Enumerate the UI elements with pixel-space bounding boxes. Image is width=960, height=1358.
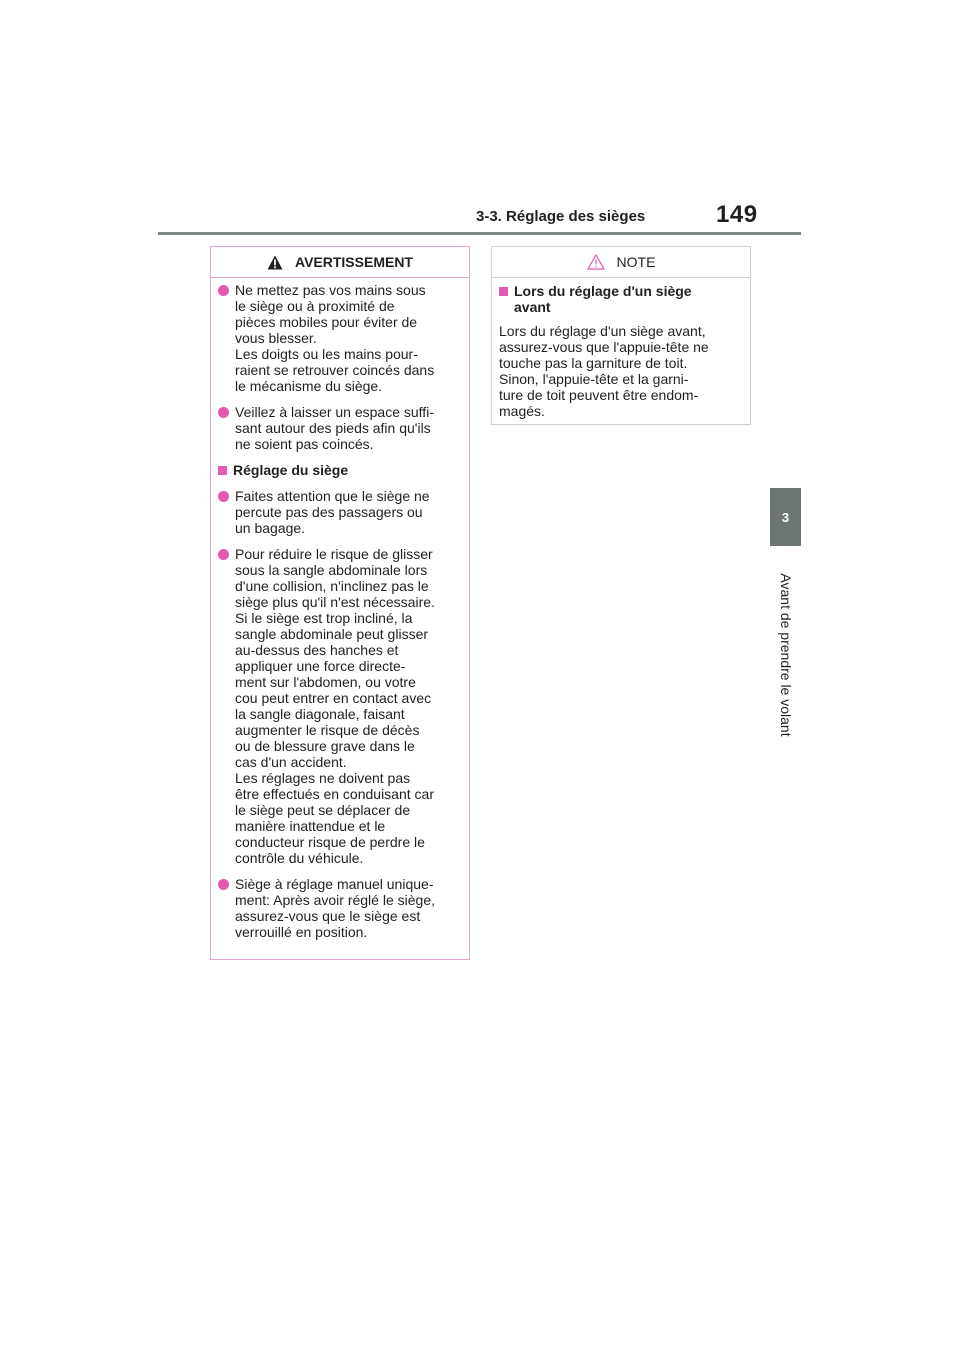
- chapter-tab: [770, 488, 801, 546]
- warning-subheading-text: Réglage du siège: [233, 462, 349, 478]
- warning-item-text: Ne mettez pas vos mains sous le siège ou à proximité de pièces mobiles pour éviter de vous blesser. Les doigts ou les mains pour- raient se retrouver coincés dans le mécanisme du siège.: [235, 282, 435, 394]
- bullet-dot-icon: [218, 549, 229, 560]
- note-title: NOTE: [616, 254, 656, 270]
- warning-triangle-icon: [267, 255, 283, 270]
- bullet-dot-icon: [218, 407, 229, 418]
- note-header: [492, 247, 750, 278]
- warning-item: [218, 404, 463, 452]
- bullet-dot-icon: [218, 879, 229, 890]
- bullet-dot-icon: [218, 491, 229, 502]
- square-bullet-icon: [499, 287, 508, 296]
- warning-box: [210, 246, 470, 960]
- note-subheading-text: Lors du réglage d'un siège avant: [514, 283, 692, 315]
- note-box: [491, 246, 751, 425]
- warning-item: [218, 546, 463, 866]
- warning-item-text: Faites attention que le siège ne percute pas des passagers ou un bagage.: [235, 488, 430, 536]
- warning-item: [218, 876, 463, 940]
- bullet-dot-icon: [218, 285, 229, 296]
- warning-item: [218, 488, 463, 536]
- warning-item-text: Siège à réglage manuel unique- ment: Après avoir réglé le siège, assurez-vous que le siège est verrouillé en position.: [235, 876, 435, 940]
- square-bullet-icon: [218, 466, 227, 475]
- warning-subheading: [218, 462, 463, 478]
- chapter-label: Avant de prendre le volant: [778, 573, 794, 737]
- section-title: 3-3. Réglage des sièges: [476, 208, 646, 225]
- page-number: 149: [716, 201, 758, 228]
- header-rule: [158, 232, 801, 235]
- warning-item: [218, 282, 463, 394]
- warning-item-text: Veillez à laisser un espace suffi- sant autour des pieds afin qu'ils ne soient pas coincés.: [235, 404, 434, 452]
- note-subheading: [499, 283, 744, 315]
- warning-title: AVERTISSEMENT: [295, 254, 413, 270]
- warning-item-text: Pour réduire le risque de glisser sous la sangle abdominale lors d'une collision, n'inclinez pas le siège plus qu'il n'est nécessaire. Si le siège est trop incliné, la sangle abdominale peut glisser au-dessus des hanches et appliquer une force directe- ment sur l'abdomen, ou votre cou peut entrer en contact avec la sangle diagonale, faisant augmenter le risque de décès ou de blessure grave dans le cas d'un accident. Les réglages ne doivent pas être effectués en conduisant car le siège peut se déplacer de manière inattendue et le conducteur risque de perdre le contrôle du véhicule.: [235, 546, 435, 866]
- caution-triangle-icon: [587, 254, 605, 270]
- note-body: Lors du réglage d'un siège avant, assurez-vous que l'appuie-tête ne touche pas la garniture de toit. Sinon, l'appuie-tête et la garni- ture de toit peuvent être endom- magés.: [499, 323, 709, 419]
- chapter-number: 3: [781, 509, 790, 525]
